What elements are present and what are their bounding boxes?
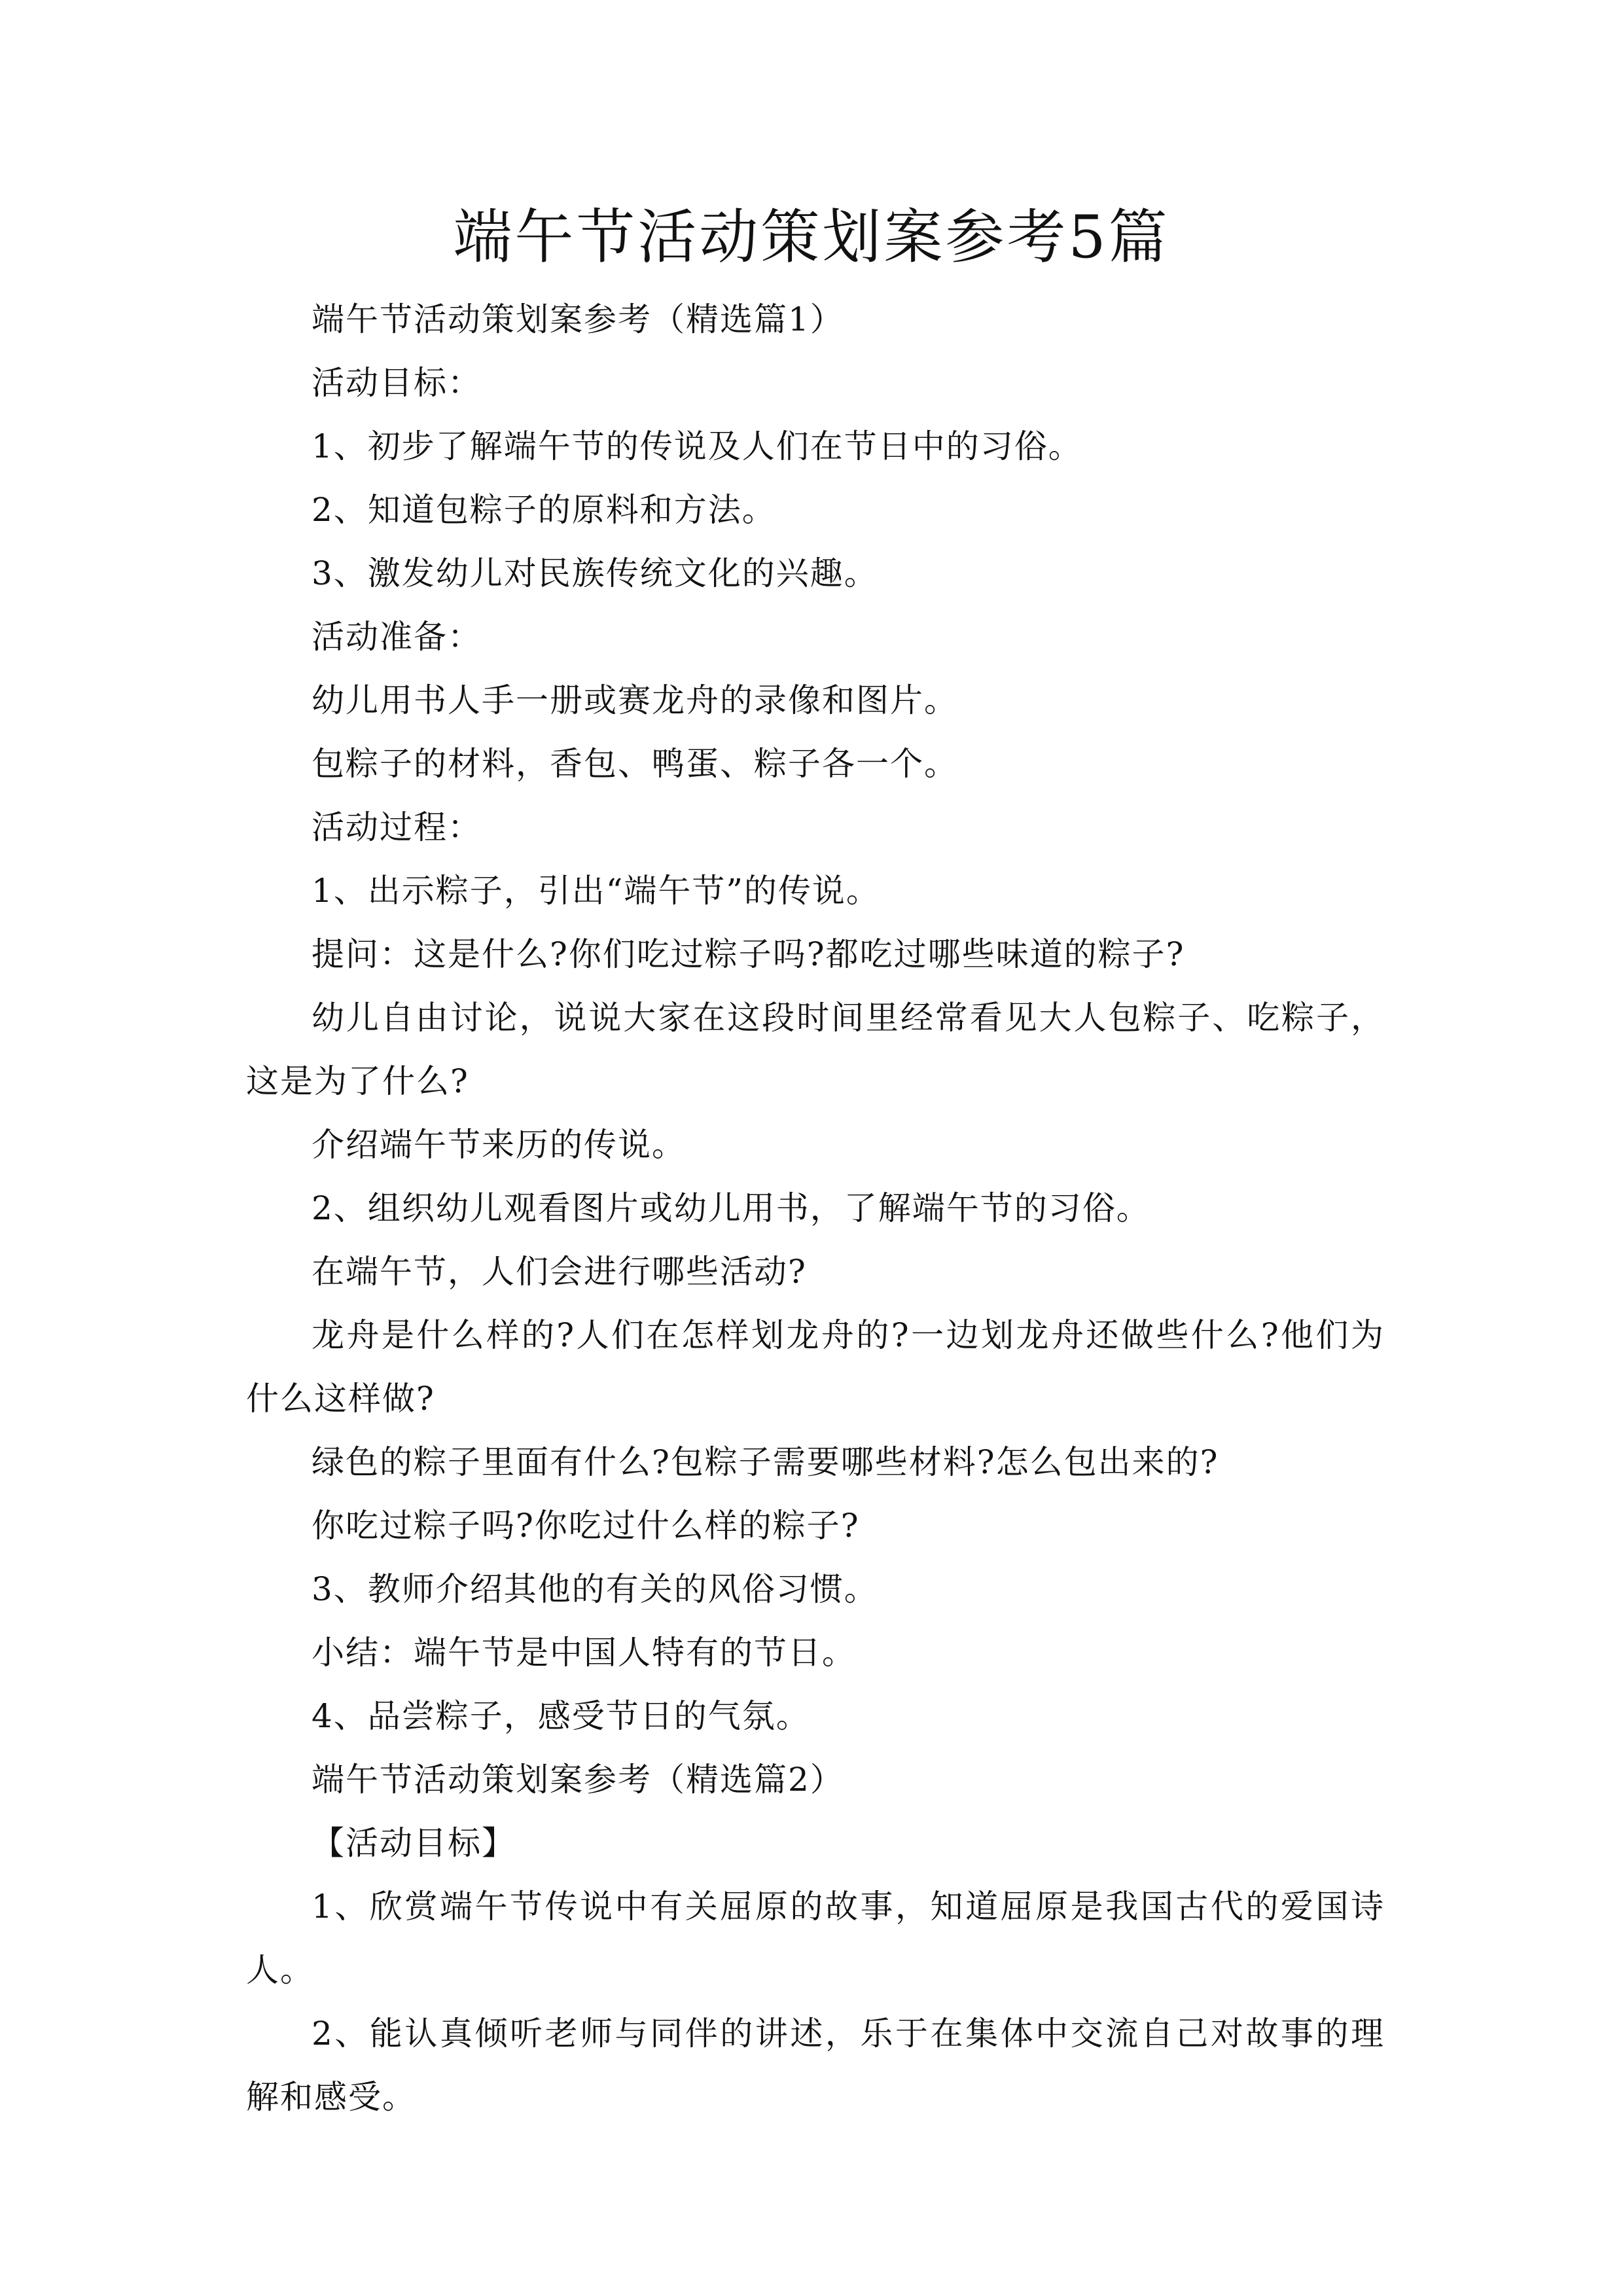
paragraph-preparation-label: 活动准备： bbox=[312, 618, 482, 656]
paragraph-preparation-2: 包粽子的材料，香包、鸭蛋、粽子各一个。 bbox=[312, 745, 958, 783]
paragraph-question-2: 在端午节，人们会进行哪些活动? bbox=[312, 1253, 807, 1291]
paragraph-process-step-2: 2、组织幼儿观看图片或幼儿用书，了解端午节的习俗。 bbox=[312, 1189, 1150, 1227]
paragraph-question-1: 提问：这是什么?你们吃过粽子吗?都吃过哪些味道的粽子? bbox=[312, 935, 1185, 973]
paragraph-question-5: 你吃过粽子吗?你吃过什么样的粽子? bbox=[312, 1507, 860, 1545]
paragraph-section-heading-2: 端午节活动策划案参考（精选篇2） bbox=[312, 1761, 844, 1799]
document-body bbox=[246, 288, 1385, 2129]
paragraph-preparation-1: 幼儿用书人手一册或赛龙舟的录像和图片。 bbox=[312, 681, 958, 719]
paragraph-question-3: 龙舟是什么样的?人们在怎样划龙舟的?一边划龙舟还做些什么?他们为什么这样做? bbox=[246, 1316, 1385, 1418]
paragraph-goal-2-1: 1、欣赏端午节传说中有关屈原的故事，知道屈原是我国古代的爱国诗人。 bbox=[246, 1888, 1385, 1989]
paragraph-process-step-1: 1、出示粽子，引出“端午节”的传说。 bbox=[312, 872, 880, 910]
paragraph-process-step-3: 3、教师介绍其他的有关的风俗习惯。 bbox=[312, 1570, 878, 1608]
paragraph-process-step-4: 4、品尝粽子，感受节日的气氛。 bbox=[312, 1697, 810, 1735]
paragraph-goal-3: 3、激发幼儿对民族传统文化的兴趣。 bbox=[312, 554, 878, 592]
paragraph-goal-1: 1、初步了解端午节的传说及人们在节日中的习俗。 bbox=[312, 427, 1082, 465]
paragraph-summary: 小结：端午节是中国人特有的节日。 bbox=[312, 1634, 856, 1672]
paragraph-activity-goals-label: 活动目标： bbox=[312, 364, 482, 402]
paragraph-goal-2: 2、知道包粽子的原料和方法。 bbox=[312, 491, 776, 529]
paragraph-process-label: 活动过程： bbox=[312, 808, 482, 846]
paragraph-activity-goals-bracket: 【活动目标】 bbox=[312, 1824, 516, 1862]
paragraph-section-heading-1: 端午节活动策划案参考（精选篇1） bbox=[312, 300, 844, 338]
document-title: 端午节活动策划案参考5篇 bbox=[453, 203, 1170, 272]
paragraph-question-4: 绿色的粽子里面有什么?包粽子需要哪些材料?怎么包出来的? bbox=[312, 1443, 1219, 1481]
paragraph-legend-intro: 介绍端午节来历的传说。 bbox=[312, 1126, 686, 1164]
paragraph-goal-2-2: 2、能认真倾听老师与同伴的讲述，乐于在集体中交流自己对故事的理解和感受。 bbox=[246, 2015, 1385, 2116]
paragraph-discussion: 幼儿自由讨论，说说大家在这段时间里经常看见大人包粽子、吃粽子，这是为了什么? bbox=[246, 999, 1385, 1100]
